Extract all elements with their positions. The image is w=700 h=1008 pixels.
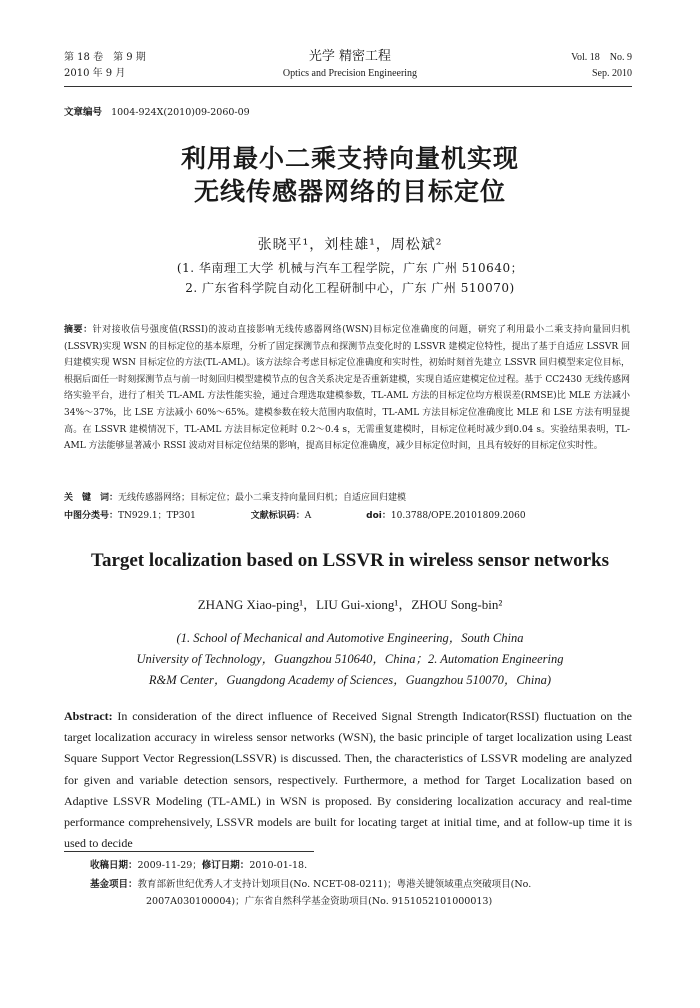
footnote-divider xyxy=(64,851,314,852)
abstract-cn xyxy=(64,322,630,455)
keywords-cn-text: 无线传感器网络；目标定位；最小二乘支持向量回归机；自适应回归建模 xyxy=(118,493,407,503)
classification-line xyxy=(64,508,630,524)
affiliation-en-line2: University of Technology，Guangzhou 510640，China；2. Automation Engineering xyxy=(136,652,564,666)
keywords-cn-label: 关 键 词： xyxy=(64,493,119,503)
header-volume-cn: 第 18 卷 第 9 期 xyxy=(64,52,146,63)
affiliation-cn-line2: 2. 广东省科学院自动化工程研制中心，广东 广州 510070) xyxy=(185,281,515,295)
revised-value: 2010-01-18. xyxy=(249,860,308,871)
title-cn-line1: 利用最小二乘支持向量机实现 xyxy=(180,144,519,173)
affiliation-cn-line1: (1. 华南理工大学 机械与汽车工程学院，广东 广州 510640； xyxy=(176,261,524,275)
abstract-en-text: In consideration of the direct influence of Received Signal Strength Indicator(RSSI) fluctuation on the target localization accuracy in wireless sensor networks (WSN), the basic principle of target localization using Least Square Support Vector Regression(LSSVR) is discussed. Then, the characteristics of LSSVR modeling are analyzed for given and variable detection sensors, respectively. Furthermore, a method for Target Localization based on Adaptive LSSVR Modeling (TL-AML) in WSN is proposed. By considering localization accuracy and real-time performance comprehensively, LSSVR models are built for locating target at initial time, and at follow-up time it is used to decide xyxy=(64,709,632,851)
abstract-en xyxy=(64,706,632,854)
abstract-en-label: Abstract: xyxy=(64,709,113,723)
affiliations-en xyxy=(110,628,590,691)
clc-value: TN929.1；TP301 xyxy=(118,511,196,521)
title-cn-line2: 无线传感器网络的目标定位 xyxy=(193,177,506,206)
authors-cn: 张晓平¹，刘桂雄¹，周松斌² xyxy=(257,237,443,253)
affiliation-en-line1: (1. School of Mechanical and Automotive Engineering，South China xyxy=(176,631,524,645)
article-number xyxy=(64,104,250,118)
header-divider xyxy=(64,86,632,87)
header-volume-en-block xyxy=(571,50,632,82)
header-date-cn: 2010 年 9 月 xyxy=(64,68,126,79)
keywords-cn xyxy=(64,490,630,506)
doc-code-field xyxy=(251,511,338,521)
abstract-cn-text: 针对接收信号强度值(RSSI)的波动直接影响无线传感器网络(WSN)目标定位准确度的问题，研究了利用最小二乘支持向量回归机(LSSVR)实现 WSN 的目标定位的基本原理，分析了固定探测节点和探测节点变化时的 LSSVR 建模定位特性，提出了基于自适应 LSSVR 回归建模实现 WSN 目标定位的方法(TL-AML)。该方法综合考虑目标定位准确度和实时性，初始时刻首先建立 LSSVR 回归模型来定位目标，根据后面任一时刻探测节点与前一时刻回归模型建模节点的包含关系决定是否重新建模，实现自适应建模定位过程。基于 CC2430 无线传感网络实验平台，进行了相关 TL-AML 方法性能实验，通过合理选取建模参数，TL-AML 方法的目标定位均方根误差(RMSE)比 MLE 方法减小 34%～37%，比 LSE 方法减小 60%～65%。建模参数在较大范围内取值时，TL-AML 方法目标定位准确度比 MLE 和 LSE 方法有明显提高。在 LSSVR 建模情况下，TL-AML 方法目标定位耗时 0.2～0.4 s，无需重复建模时，目标定位耗时减少到0.04 s。实验结果表明，TL-AML 方法能够显著减小 RSSI 波动对目标定位结果的影响，提高目标定位准确度，减少目标定位时间，且具有较好的目标定位实时性。 xyxy=(64,325,630,452)
article-number-label: 文章编号 xyxy=(64,107,103,118)
footnote-dates xyxy=(90,858,307,874)
fund-line1: 教育部新世纪优秀人才支持计划项目(No. NCET-08-0211)；粤港关键领域重点突破项目(No. xyxy=(137,879,532,890)
title-cn xyxy=(0,142,700,208)
authors-en: ZHANG Xiao-ping¹，LIU Gui-xiong¹，ZHOU Song-bin² xyxy=(197,597,503,612)
doi-label: doi： xyxy=(366,511,391,521)
clc-field xyxy=(64,511,222,521)
article-number-value: 1004-924X(2010)09-2060-09 xyxy=(111,107,250,118)
revised-label: 修订日期： xyxy=(201,860,250,871)
doc-code-label: 文献标识码： xyxy=(250,511,305,521)
title-en: Target localization based on LSSVR in wireless sensor networks xyxy=(91,550,609,571)
header-date-en: Sep. 2010 xyxy=(592,68,632,79)
received-label: 收稿日期： xyxy=(90,860,138,871)
fund-label: 基金项目： xyxy=(90,879,138,890)
footnote-funding xyxy=(90,876,635,910)
header-journal-cn: 光学 精密工程 xyxy=(308,49,392,64)
fund-line2: 2007A030100004)；广东省自然科学基金资助项目(No. 9151052101000013) xyxy=(146,896,493,907)
header-volume-en: Vol. 18 No. 9 xyxy=(571,52,632,63)
received-value: 2009-11-29； xyxy=(137,860,202,871)
abstract-cn-label: 摘要： xyxy=(64,325,93,335)
doi-field xyxy=(366,511,551,521)
doi-value: 10.3788/OPE.20101809.2060 xyxy=(390,511,526,521)
clc-label: 中图分类号： xyxy=(64,511,119,521)
header-journal-en: Optics and Precision Engineering xyxy=(282,68,418,79)
doc-code-value: A xyxy=(304,511,312,521)
affiliations-cn xyxy=(0,258,700,298)
affiliation-en-line3: R&M Center，Guangdong Academy of Sciences，Guangzhou 510070，China) xyxy=(148,673,552,687)
